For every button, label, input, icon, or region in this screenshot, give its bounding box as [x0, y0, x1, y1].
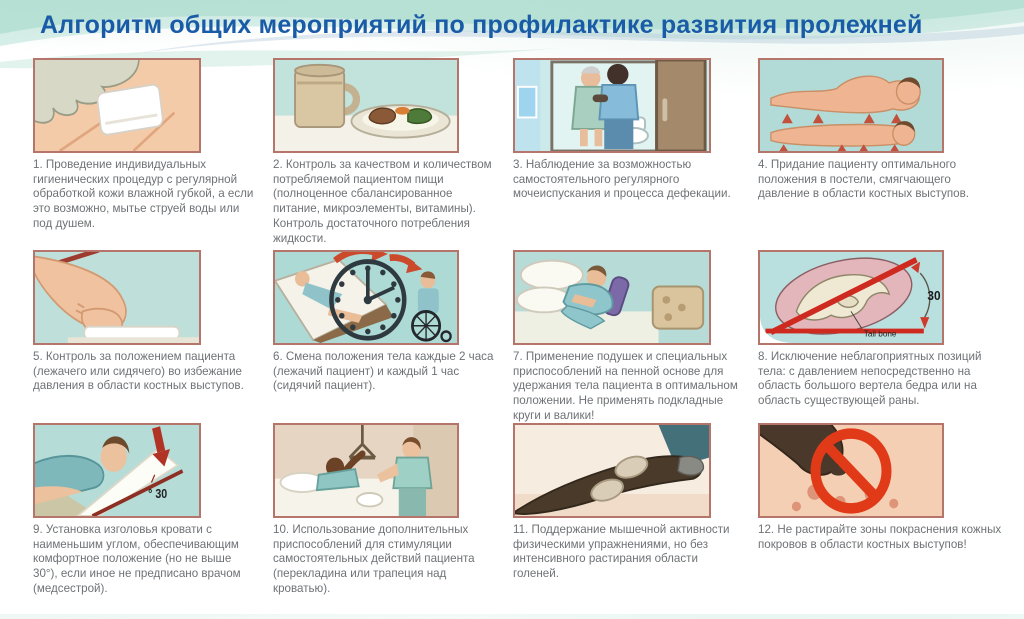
step-text: Контроль за качеством и количеством потребляемой пациентом пищи (полноценное сбалансированное питание, микроэлементы, витамины). Контроль достаточного потребления жидкости. — [273, 158, 492, 245]
step-number: 12. — [758, 523, 775, 536]
step-number: 7. — [513, 350, 523, 363]
step-number: 3. — [513, 158, 523, 171]
bed-angle-label: ° 30 — [148, 488, 168, 502]
illustration-trapeze-icon — [273, 423, 459, 518]
illustration-turn-clock-icon — [273, 250, 459, 345]
step-cell-3 — [513, 58, 758, 250]
step-cell-6 — [273, 250, 513, 423]
step-text: Не растирайте зоны покраснения кожных покровов в области костных выступов! — [758, 523, 1002, 551]
illustration-leg-exercise-icon — [513, 423, 711, 518]
illustration-body-positions-icon — [758, 58, 944, 153]
illustration-no-rubbing-icon — [758, 423, 944, 518]
step-cell-4 — [758, 58, 1016, 250]
illustration-food-and-drink-icon — [273, 58, 459, 153]
poster-header — [0, 0, 1024, 56]
illustration-heel-support-icon — [33, 250, 201, 345]
step-cell-2 — [273, 58, 513, 250]
step-text: Смена положения тела каждые 2 часа (лежачий пациент) и каждый 1 час (сидячий пациент). — [273, 350, 494, 393]
step-number: 6. — [273, 350, 283, 363]
step-text: Проведение индивидуальных гигиенических процедур с регулярной обработкой кожи влажной губкой, а если это возможно, мытье струей воды или под душем. — [33, 158, 254, 230]
step-caption — [513, 158, 747, 202]
illustration-bed-angle-icon — [33, 423, 201, 518]
step-number: 5. — [33, 350, 43, 363]
step-caption — [33, 350, 259, 394]
step-cell-11 — [513, 423, 758, 619]
step-number: 9. — [33, 523, 43, 536]
steps-grid — [33, 58, 1016, 619]
step-cell-12 — [758, 423, 1016, 619]
step-caption — [273, 523, 499, 597]
step-caption — [273, 158, 499, 246]
step-caption — [33, 158, 259, 232]
step-number: 2. — [273, 158, 283, 171]
step-number: 11. — [513, 523, 529, 536]
step-number: 4. — [758, 158, 768, 171]
step-caption — [273, 350, 499, 394]
illustration-pelvis-diagram-icon — [758, 250, 944, 345]
step-cell-9 — [33, 423, 273, 619]
step-caption — [758, 523, 1002, 552]
step-text: Применение подушек и специальных приспособлений на пенной основе для удержания тела пациента в оптимальном положении. Не применять подкладные круги и валики! — [513, 350, 738, 422]
step-cell-1 — [33, 58, 273, 250]
step-number: 8. — [758, 350, 768, 363]
step-number: 1. — [33, 158, 43, 171]
step-caption — [758, 350, 1002, 409]
step-caption — [758, 158, 1002, 202]
step-text: Поддержание мышечной активности физическими упражнениями, но без интенсивного растирания области голеней. — [513, 523, 730, 581]
step-caption — [513, 350, 747, 424]
step-text: Контроль за положением пациента (лежачего или сидячего) во избежание давления в области костных выступов. — [33, 350, 244, 393]
step-number: 10. — [273, 523, 290, 536]
step-caption — [33, 523, 259, 597]
step-text: Использование дополнительных приспособлений для стимуляции самостоятельных действий пациента (перекладина или трапеция над кроватью). — [273, 523, 475, 595]
step-text: Исключение неблагоприятных позиций тела: с давлением непосредственно на область большого вертела бедра или на область существующей раны. — [758, 350, 982, 408]
illustration-toilet-assist-icon — [513, 58, 711, 153]
step-cell-8 — [758, 250, 1016, 423]
page-title: Алгоритм общих мероприятий по профилактике развития пролежней — [40, 11, 923, 39]
step-cell-7 — [513, 250, 758, 423]
step-text: Установка изголовья кровати с наименьшим углом, обеспечивающим комфортное положение (но не выше 30°), если иное не предписано врачом (медсестрой). — [33, 523, 241, 595]
pelvis-angle-label: 30 — [927, 288, 941, 303]
step-cell-10 — [273, 423, 513, 619]
step-cell-5 — [33, 250, 273, 423]
tail-bone-label: Tail bone — [863, 328, 897, 339]
step-text: Придание пациенту оптимального положения в постели, смягчающего давление в области костных выступов. — [758, 158, 969, 201]
illustration-foam-pillows-icon — [513, 250, 711, 345]
illustration-sponge-hygiene-icon — [33, 58, 201, 153]
step-caption — [513, 523, 747, 582]
step-text: Наблюдение за возможностью самостоятельного регулярного мочеиспускания и процесса дефекации. — [513, 158, 731, 201]
